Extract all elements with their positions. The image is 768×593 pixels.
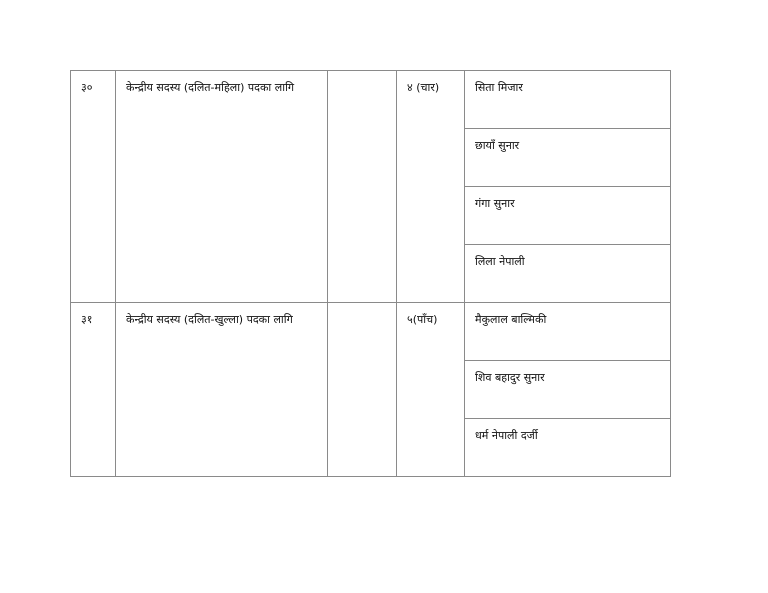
candidate-name: छायाँ सुनार <box>475 139 520 152</box>
serial-number: ३१ <box>81 313 93 326</box>
candidate-cell <box>465 129 671 187</box>
empty-cell <box>328 303 397 477</box>
seat-count-cell <box>397 303 465 477</box>
candidate-name: गंगा सुनार <box>475 197 515 210</box>
candidate-cell <box>465 245 671 303</box>
candidate-cell <box>465 187 671 245</box>
serial-number: ३० <box>81 81 93 94</box>
serial-number-cell <box>71 71 116 303</box>
post-title: केन्द्रीय सदस्य (दलित-महिला) पदका लागि <box>126 81 295 94</box>
candidate-name: सिता मिजार <box>475 81 523 94</box>
empty-cell-text <box>328 71 396 81</box>
candidate-cell <box>465 71 671 129</box>
post-cell <box>116 303 328 477</box>
candidate-name: धर्म नेपाली दर्जी <box>475 429 538 442</box>
candidate-cell <box>465 419 671 477</box>
post-cell <box>116 71 328 303</box>
candidate-name: लिला नेपाली <box>475 255 525 268</box>
table-row <box>71 303 671 361</box>
seat-count: ४ (चार) <box>407 81 440 94</box>
candidate-name: शिव बहादुर सुनार <box>475 371 545 384</box>
table-row <box>71 71 671 129</box>
empty-cell <box>328 71 397 303</box>
candidate-name: मैकुलाल बाल्मिकी <box>475 313 547 326</box>
post-title: केन्द्रीय सदस्य (दलित-खुल्ला) पदका लागि <box>126 313 293 326</box>
empty-cell-text <box>328 303 396 313</box>
seat-count: ५(पाँच) <box>407 313 438 326</box>
candidate-cell <box>465 361 671 419</box>
candidate-cell <box>465 303 671 361</box>
serial-number-cell <box>71 303 116 477</box>
seat-count-cell <box>397 71 465 303</box>
candidate-table <box>70 70 671 477</box>
